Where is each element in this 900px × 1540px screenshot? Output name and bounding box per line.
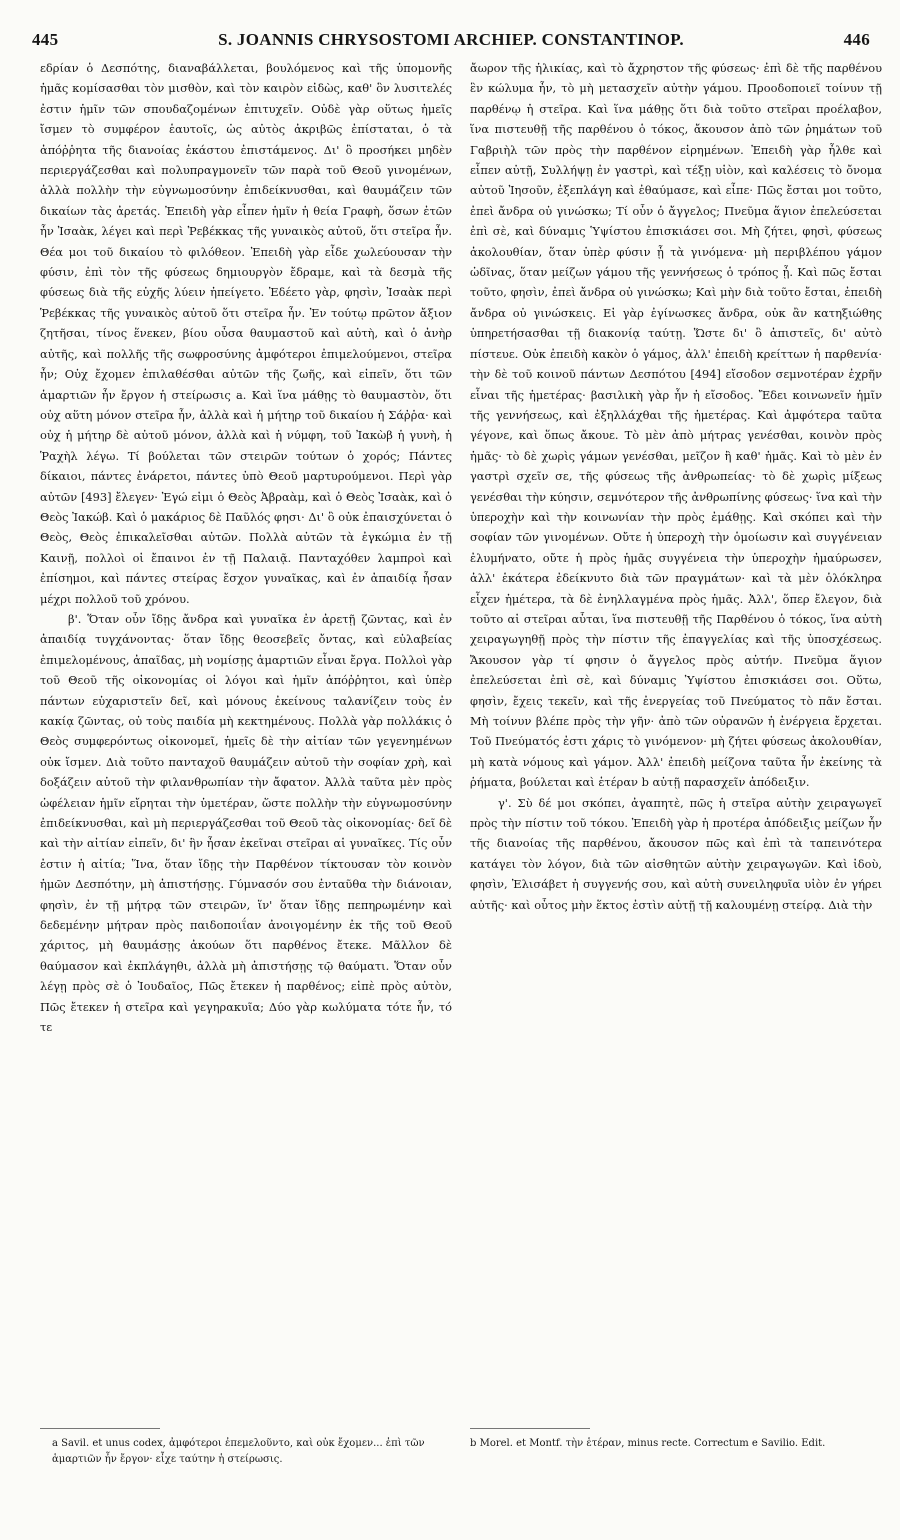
right-column (470, 58, 882, 915)
left-paragraph-1: εδρίαν ὁ Δεσπότης, διαναβάλλεται, βουλόμενος καὶ τῆς ὑπομονῆς ἡμᾶς κομίσασθαι τὸν μισθὸν, καὶ τὸν καιρὸν εἰδὼς, καθ' ὃν λυσιτελές ἐστιν ἡμῖν τῶν σπουδαζομένων ἐπιτυχεῖν. Οὐδὲ γὰρ οὕτως ἡμεῖς ἴσμεν τὸ συμφέρον ἑαυτοῖς, ὡς αὐτὸς ἀκριβῶς ἐπίσταται, ὁ τὰ ἀπόῤῥητα τῆς διανοίας ἑκάστου ἐπιστάμενος. Δι' ὃ προσήκει μηδὲν περιεργάζεσθαι καὶ πολυπραγμονεῖν τῶν παρὰ τοῦ Θεοῦ γινομένων, ἀλλὰ πολλὴν τὴν εὐγνωμοσύνην ἐπιδείκνυσθαι, καὶ θαυμάζειν τῶν δικαίων τὰς ἀρετάς. Ἐπειδὴ γὰρ εἶπεν ἡμῖν ἡ θεία Γραφὴ, ὅσων ἐτῶν ἦν Ἰσαὰκ, λέγει καὶ περὶ Ῥεβέκκας τῆς γυναικὸς αὐτοῦ, ὅτι στεῖρα ἦν. Θέα μοι τοῦ δικαίου τὸ φιλόθεον. Ἐπειδὴ γὰρ εἶδε χωλεύουσαν τὴν φύσιν, ἐπὶ τὸν τῆς φύσεως δημιουργὸν ἔδραμε, καὶ τὰ δεσμὰ τῆς φύσεως διὰ τῆς εὐχῆς λύειν ἠπείγετο. Ἐδέετο γὰρ, φησὶν, Ἰσαὰκ περὶ Ῥεβέκκας τῆς γυναικὸς αὐτοῦ ὅτι στεῖρα ἦν. Ἐν τούτῳ πρῶτον ἄξιον ζητῆσαι, τίνος ἕνεκεν, βίου οὖσα θαυμαστοῦ καὶ αὐτὴ, καὶ ὁ ἀνὴρ αὐτῆς, καὶ πολλῆς τῆς σωφροσύνης ἀμφότεροι ἐπιμελούμενοι, στεῖρα ἦν; Οὐχ ἔχομεν ἐπιλαθέσθαι αὐτῶν τῆς ζωῆς, καὶ εἰπεῖν, ὅτι τῶν ἁμαρτιῶν ἦν ἔργον ἡ στείρωσις a. Καὶ ἵνα μάθῃς τὸ θαυμαστὸν, ὅτι οὐχ αὕτη μόνον στεῖρα ἦν, ἀλλὰ καὶ ἡ μήτηρ τοῦ δικαίου ἡ Σάῤῥα· καὶ οὐχ ἡ μήτηρ δὲ αὐτοῦ μόνον, ἀλλὰ καὶ ἡ νύμφη, τοῦ Ἰακὼβ ἡ γυνὴ, ἡ Ῥαχὴλ λέγω. Τί βούλεται τῶν στειρῶν τούτων ὁ χορός; Πάντες δίκαιοι, πάντες ἐνάρετοι, πάντες ὑπὸ Θεοῦ μαρτυρούμενοι. Περὶ γὰρ αὐτῶν [493] ἔλεγεν· Ἐγώ εἰμι ὁ Θεὸς Ἀβραὰμ, καὶ ὁ Θεὸς Ἰσαὰκ, καὶ ὁ Θεὸς Ἰακώβ. Καὶ ὁ μακάριος δὲ Παῦλός φησι· Δι' ὃ οὐκ ἐπαισχύνεται ὁ Θεὸς, Θεὸς ἐπικαλεῖσθαι αὐτῶν. Πολλὰ αὐτῶν τὰ ἐγκώμια ἐν τῇ Καινῇ, πολλοὶ οἱ ἔπαινοι ἐν τῇ Παλαιᾷ. Πανταχόθεν λαμπροὶ καὶ ἐπίσημοι, καὶ πάντες στείρας ἔσχον γυναῖκας, καὶ ἐν ἀπαιδίᾳ ἦσαν μέχρι πολλοῦ τοῦ χρόνου. (40, 61, 452, 606)
running-header (32, 30, 870, 58)
left-paragraph-2: β'. Ὅταν οὖν ἴδῃς ἄνδρα καὶ γυναῖκα ἐν ἀρετῇ ζῶντας, καὶ ἐν ἀπαιδίᾳ τυγχάνοντας· ὅταν ἴδῃς θεοσεβεῖς ὄντας, καὶ εὐλαβείας ἐπιμελομένους, ἀπαῖδας, μὴ νομίσῃς ἁμαρτιῶν εἶναι ἔργα. Πολλοὶ γὰρ τοῦ Θεοῦ τῆς οἰκονομίας οἱ λόγοι καὶ ἡμῖν ἀπόῤῥητοι, καὶ ὑπὲρ πάντων εὐχαριστεῖν δεῖ, καὶ μόνους ἐκείνους ταλανίζειν τοὺς ἐν κακίᾳ ζῶντας, οὐ τοὺς παιδία μὴ κεκτημένους. Πολλὰ γὰρ πολλάκις ὁ Θεὸς συμφερόντως οἰκονομεῖ, ἡμεῖς δὲ τὴν αἰτίαν τῶν γεγενημένων οὐκ ἴσμεν. Διὰ τοῦτο πανταχοῦ θαυμάζειν αὐτοῦ τὴν σοφίαν χρὴ, καὶ δοξάζειν αὐτοῦ τὴν φιλανθρωπίαν τὴν ἄφατον. Ἀλλὰ ταῦτα μὲν πρὸς ὠφέλειαν ἡμῖν εἴρηται τὴν ὑμετέραν, ὥστε πολλὴν τὴν εὐγνωμοσύνην ἐπιδείκνυσθαι, καὶ μὴ περιεργάζεσθαι τοῦ Θεοῦ τὰς οἰκονομίας· δεῖ δὲ καὶ τὴν αἰτίαν εἰπεῖν, δι' ἣν ἦσαν ἐκεῖναι στεῖραι αἱ γυναῖκες. Τίς οὖν ἐστιν ἡ αἰτία; Ἵνα, ὅταν ἴδῃς τὴν Παρθένον τίκτουσαν τὸν κοινὸν ἡμῶν Δεσπότην, μὴ ἀπιστήσῃς. Γύμνασόν σου ἐνταῦθα τὴν διάνοιαν, φησὶν, ἐν τῇ μήτρᾳ τῶν στειρῶν, ἵν' ὅταν ἴδῃς πεπηρωμένην καὶ δεδεμένην μήτραν πρὸς παιδοποιΐαν ἀνοιγομένην ἐκ τῆς τοῦ Θεοῦ χάριτος, μὴ θαυμάσῃς ἀκούων ὅτι παρθένος ἔτεκε. Μᾶλλον δὲ θαύμασον καὶ ἐκπλάγηθι, ἀλλὰ μὴ ἀπιστήσῃς τῷ θαύματι. Ὅταν οὖν λέγῃ πρὸς σὲ ὁ Ἰουδαῖος, Πῶς ἔτεκεν ἡ παρθένος; εἰπὲ πρὸς αὐτὸν, Πῶς ἔτεκεν ἡ στεῖρα καὶ γεγηρακυῖα; Δύο γὰρ κωλύματα τότε ἦν, τό τε (40, 611, 452, 1035)
running-title: S. JOANNIS CHRYSOSTOMI ARCHIEP. CONSTANTINOP. (218, 30, 684, 49)
footnote-rule-right (470, 1428, 590, 1429)
page-number-left: 445 (32, 30, 59, 49)
page-number-right: 446 (843, 30, 870, 49)
left-column (40, 58, 452, 1038)
footnote-b: b Morel. et Montf. τὴν ἑτέραν, minus recte. Correctum e Savilio. Edit. (470, 1438, 826, 1449)
right-paragraph-2: γ'. Σὺ δέ μοι σκόπει, ἀγαπητὲ, πῶς ἡ στεῖρα αὐτὴν χειραγωγεῖ πρὸς τὴν πίστιν τοῦ τόκου. Ἐπειδὴ γὰρ ἡ προτέρα ἀπόδειξις μείζων ἦν τῆς διανοίας τῆς παρθένου, ἄκουσον πῶς καὶ ἐπὶ τὰ ταπεινότερα κατάγει τὸν λόγον, διὰ τῶν αἰσθητῶν αὐτὴν χειραγωγῶν. Καὶ ἰδοὺ, φησὶν, Ἐλισάβετ ἡ συγγενής σου, καὶ αὐτὴ συνειληφυῖα υἱὸν ἐν γήρει αὐτῆς· καὶ οὗτος μὴν ἕκτος ἐστὶν αὐτῇ τῇ καλουμένῃ στείρᾳ. Διὰ τὴν (470, 795, 882, 912)
right-paragraph-1: ἄωρον τῆς ἡλικίας, καὶ τὸ ἄχρηστον τῆς φύσεως· ἐπὶ δὲ τῆς παρθένου ἓν κώλυμα ἦν, τὸ μὴ μετασχεῖν αὐτὴν γάμου. Προοδοποιεῖ τοίνυν τῇ παρθένῳ ἡ στεῖρα. Καὶ ἵνα μάθῃς ὅτι διὰ τοῦτο στεῖραι προέλαβον, ἵνα πιστευθῇ τῆς παρθένου ὁ τόκος, ἄκουσον ἀπὸ τῶν ῥημάτων τοῦ Γαβριὴλ τῶν πρὸς τὴν παρθένον εἰρημένων. Ἐπειδὴ γὰρ ἦλθε καὶ εἶπεν αὐτῇ, Συλλήψῃ ἐν γαστρὶ, καὶ τέξῃ υἱὸν, καὶ καλέσεις τὸ ὄνομα αὐτοῦ Ἰησοῦν, ἐξεπλάγη καὶ ἐθαύμασε, καὶ εἶπε· Πῶς ἔσται μοι τοῦτο, ἐπεὶ ἄνδρα οὐ γινώσκω; Τί οὖν ὁ ἄγγελος; Πνεῦμα ἅγιον ἐπελεύσεται ἐπὶ σὲ, καὶ δύναμις Ὑψίστου ἐπισκιάσει σοι. Μὴ ζήτει, φησὶ, φύσεως ἀκολουθίαν, ὅταν ὑπὲρ φύσιν ᾖ τὰ γινόμενα· μὴ περιβλέπου γάμον ὠδῖνας, ὅταν μείζων γάμου τῆς γεννήσεως ὁ τρόπος ᾖ. Καὶ πῶς ἔσται τοῦτο, φησὶν, ἐπεὶ ἄνδρα οὐ γινώσκω; Καὶ μὴν διὰ τοῦτο ἔσται, ἐπειδὴ ἄνδρα οὐ γινώσκεις. Εἰ γὰρ ἐγίνωσκες ἄνδρα, οὐκ ἂν κατηξιώθης ὑπηρετήσασθαι τῇ διακονίᾳ ταύτῃ. Ὥστε δι' ὃ ἀπιστεῖς, δι' αὐτὸ πίστευε. Οὐκ ἐπειδὴ κακὸν ὁ γάμος, ἀλλ' ἐπειδὴ κρείττων ἡ παρθενία· τὴν δὲ τοῦ κοινοῦ πάντων Δεσπότου [494] εἴσοδον σεμνοτέραν ἐχρῆν εἶναι τῆς ἡμετέρας· βασιλικὴ γὰρ ἦν ἡ εἴσοδος. Ἔδει κοινωνεῖν ἡμῖν τῆς γεννήσεως, καὶ ἐξηλλάχθαι τῆς ἡμετέρας. Καὶ ἀμφότερα ταῦτα γέγονε, καὶ ὅπως ἄκουε. Τὸ μὲν ἀπὸ μήτρας γενέσθαι, κοινὸν πρὸς ἡμᾶς· τὸ δὲ χωρὶς γάμων γενέσθαι, μεῖζον ἢ καθ' ἡμᾶς. Καὶ τὸ μὲν ἐν γαστρὶ σχεῖν σε, τῆς φύσεως τῆς ἀνθρωπείας· τὸ δὲ χωρὶς μίξεως γενέσθαι τὴν κύησιν, σεμνότερον τῆς ἀνθρωπίνης φύσεως· ἵνα καὶ τὴν ὑπεροχὴν καὶ τὴν κοινωνίαν τὴν πρὸς ἐμάθῃς. Καὶ σκόπει καὶ τὴν σοφίαν τῶν γινομένων. Οὔτε ἡ ὑπεροχὴ τὴν ὁμοίωσιν καὶ συγγένειαν ἐλυμήνατο, οὔτε ἡ πρὸς ἡμᾶς συγγένεια τὴν ὑπεροχὴν ἠμαύρωσεν, ἀλλ' ἑκάτερα ἐδείκνυτο διὰ τῶν πραγμάτων· καὶ τὰ μὲν ὁλόκληρα εἶχεν ἡμέτερα, τὰ δὲ ἐνηλλαγμένα πρὸς ἡμᾶς. Ἀλλ', ὅπερ ἔλεγον, διὰ τοῦτο αἱ στεῖραι αὗται, ἵνα πιστευθῇ τῆς Παρθένου ὁ τόκος, ἵνα αὐτὴ χειραγωγηθῇ πρὸς τὴν πίστιν τῆς ἐπαγγελίας καὶ τῆς ὑποσχέσεως. Ἄκουσον γὰρ τί φησιν ὁ ἄγγελος πρὸς αὐτήν. Πνεῦμα ἅγιον ἐπελεύσεται ἐπὶ σὲ, καὶ δύναμις Ὑψίστου ἐπισκιάσει σοι. Οὕτω, φησὶν, ἔχεις τεκεῖν, καὶ τῆς ἐνεργείας τοῦ Πνεύματος τὸ πᾶν ἔσται. Μὴ τοίνυν βλέπε πρὸς τὴν γῆν· ἀπὸ τῶν οὐρανῶν ἡ ἐνέργεια ἔρχεται. Τοῦ Πνεύματός ἐστι χάρις τὸ γινόμενον· μὴ ζήτει φύσεως ἀκολουθίαν, μὴ κατὰ νόμους καὶ γάμον. Ἀλλ' ἐπειδὴ μείζονα ταῦτα ἦν ἐκείνης τὰ ῥήματα, βούλεται καὶ ἑτέραν b αὐτῇ παρασχεῖν ἀπόδειξιν. (470, 61, 882, 790)
footnote-rule-left (40, 1428, 160, 1429)
footnote-a: a Savil. et unus codex, ἀμφότεροι ἐπεμελοῦντο, καὶ οὐκ ἔχομεν... ἐπὶ τῶν ἁμαρτιῶν ἦν ἔργον· εἶχε ταύτην ἡ στείρωσις. (52, 1438, 425, 1465)
